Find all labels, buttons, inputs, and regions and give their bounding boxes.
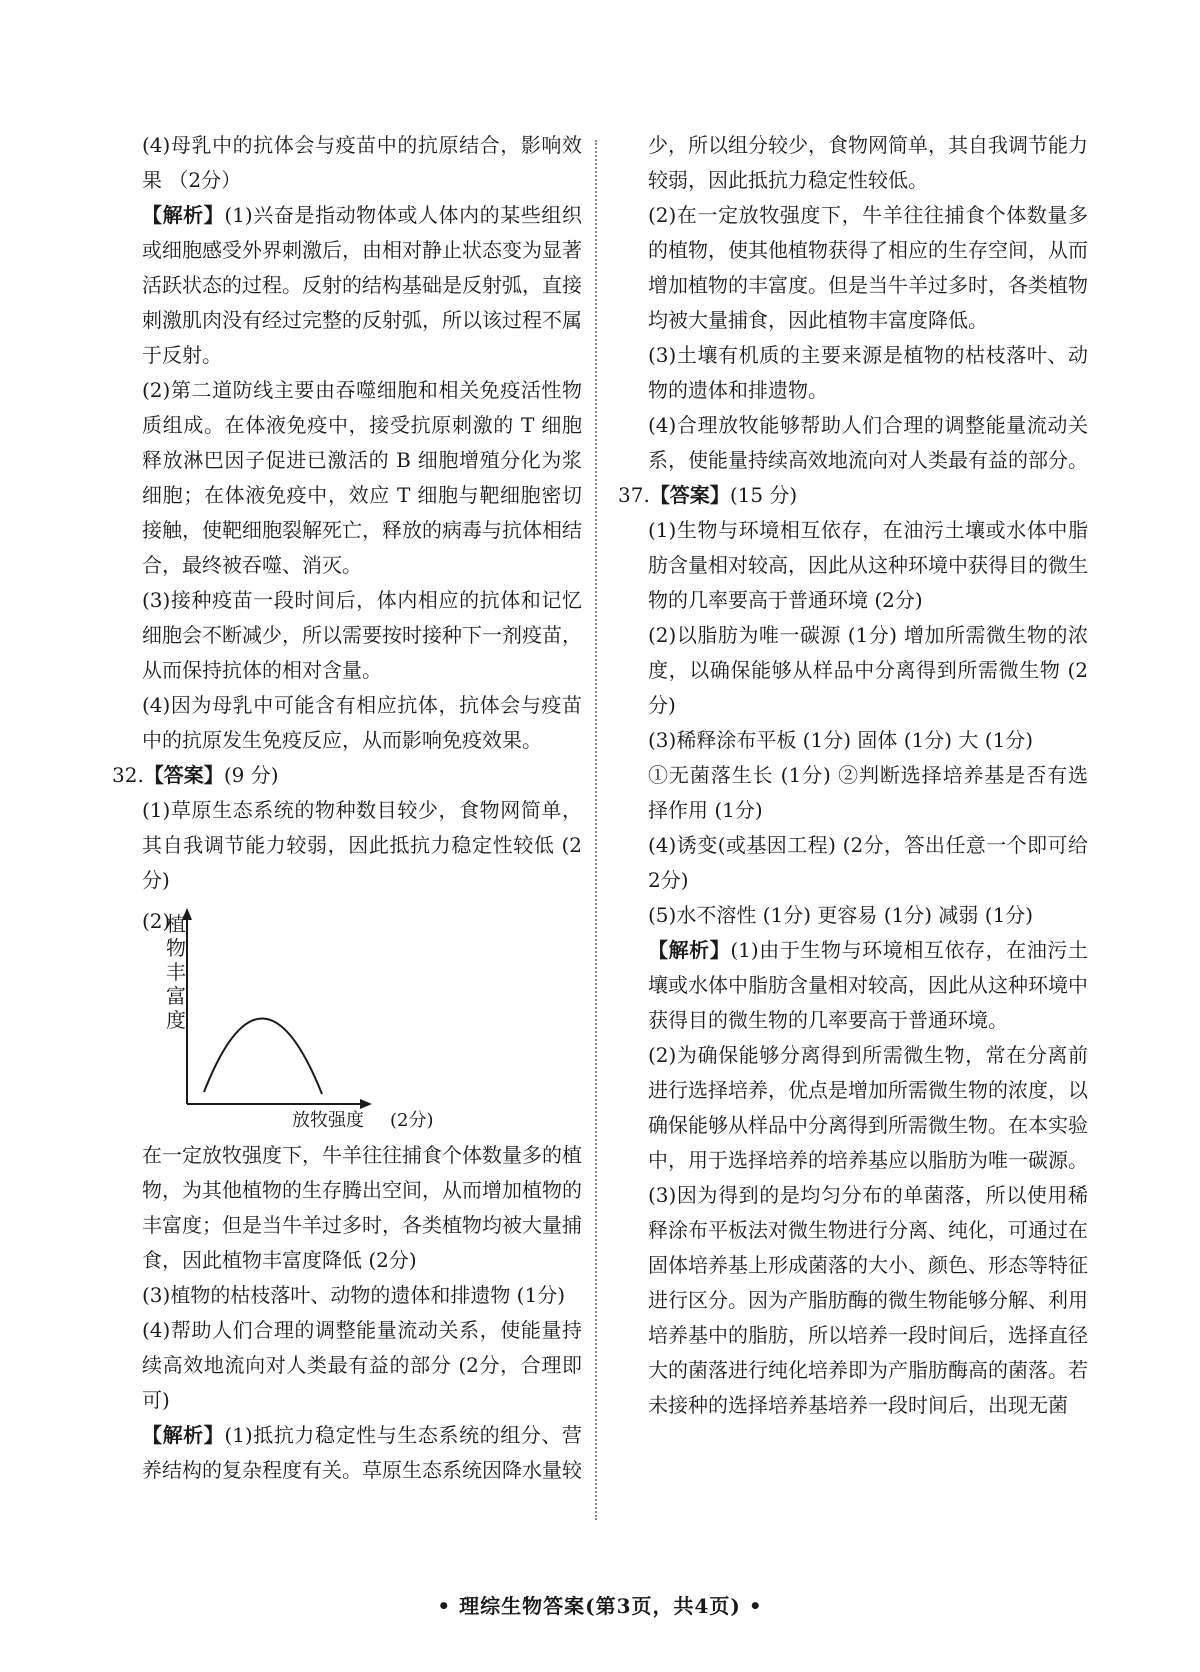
richness-curve	[204, 1018, 322, 1094]
question-score: (15 分)	[729, 483, 798, 507]
x-axis-label: 放牧强度	[292, 1110, 364, 1131]
column-divider	[595, 140, 597, 1520]
analysis-tag: 【解析】	[142, 203, 225, 227]
answer-paragraph: (3)稀释涂布平板 (1分) 固体 (1分) 大 (1分)	[648, 728, 1034, 752]
y-axis-label: 植物丰富度	[166, 912, 186, 1032]
answer-paragraph: 在一定放牧强度下，牛羊往往捕食个体数量多的植物，为其他植物的生存腾出空间，从而增加植物的丰富度；但是当牛羊过多时，各类植物均被大量捕食，因此植物丰富度降低 (2分)	[142, 1143, 582, 1272]
question-number: 37.	[618, 483, 650, 507]
answer-paragraph: (3)植物的枯枝落叶、动物的遗体和排遗物 (1分)	[142, 1283, 566, 1307]
analysis-paragraph: (2)第二道防线主要由吞噬细胞和相关免疫活性物质组成。在体液免疫中，接受抗原刺激的 T 细胞释放淋巴因子促进已激活的 B 细胞增殖分化为浆细胞；在体液免疫中，效应 T 细胞与靶细胞密切接触，使靶细胞裂解死亡，释放的病毒与抗体相结合，最终被吞噬、消灭。	[142, 378, 582, 577]
answer-paragraph: (5)水不溶性 (1分) 更容易 (1分) 减弱 (1分)	[648, 903, 1034, 927]
left-column	[112, 128, 582, 1488]
analysis-paragraph: (3)因为得到的是均匀分布的单菌落，所以使用稀释涂布平板法对微生物进行分离、纯化，可通过在固体培养基上形成菌落的大小、颜色、形态等特征进行区分。因为产脂肪酶的微生物能够分解、利用培养基中的脂肪，所以培养一段时间后，选择直径大的菌落进行纯化培养即为产脂肪酶高的菌落。若未接种的选择培养基培养一段时间后，出现无菌	[648, 1183, 1088, 1417]
answer-paragraph: (1)草原生态系统的物种数目较少，食物网简单，其自我调节能力较弱，因此抵抗力稳定性较低 (2分)	[142, 798, 582, 892]
answer-paragraph: (4)母乳中的抗体会与疫苗中的抗原结合，影响效果 （2分）	[142, 133, 582, 192]
question-number: 32.	[112, 763, 144, 787]
right-column	[618, 128, 1088, 1423]
answer-paragraph: (4)诱变(或基因工程) (2分，答出任意一个即可给2分)	[648, 833, 1088, 892]
analysis-paragraph	[142, 198, 582, 373]
answer-tag: 【答案】	[143, 763, 224, 787]
answer-paragraph: (2)以脂肪为唯一碳源 (1分) 增加所需微生物的浓度，以确保能够从样品中分离得到所需微生物 (2分)	[648, 623, 1088, 717]
analysis-paragraph: 少，所以组分较少，食物网简单，其自我调节能力较弱，因此抵抗力稳定性较低。	[648, 133, 1088, 192]
question-heading	[112, 758, 582, 793]
analysis-paragraph: (3)土壤有机质的主要来源是植物的枯枝落叶、动物的遗体和排遗物。	[648, 343, 1088, 402]
answer-tag: 【答案】	[649, 483, 730, 507]
analysis-paragraph	[142, 1418, 582, 1488]
answer-paragraph: ①无菌落生长 (1分) ②判断选择培养基是否有选择作用 (1分)	[648, 763, 1088, 822]
page-footer: • 理综生物答案(第3页，共4页) •	[437, 1594, 763, 1618]
analysis-text: (1)由于生物与环境相互依存，在油污土壤或水体中脂肪含量相对较高，因此从这种环境中获得目的微生物的几率要高于普通环境。	[648, 938, 1088, 1032]
analysis-paragraph: (4)因为母乳中可能含有相应抗体，抗体会与疫苗中的抗原发生免疫反应，从而影响免疫效果。	[142, 693, 582, 752]
analysis-text: (1)抵抗力稳定性与生态系统的组分、营养结构的复杂程度有关。草原生态系统因降水量较	[142, 1423, 582, 1482]
analysis-text: (1)兴奋是指动物体或人体内的某些组织或细胞感受外界刺激后，由相对静止状态变为显著活跃状态的过程。反射的结构基础是反射弧，直接刺激肌肉没有经过完整的反射弧，所以该过程不属于反射。	[142, 203, 582, 367]
answer-paragraph: (4)帮助人们合理的调整能量流动关系，使能量持续高效地流向对人类最有益的部分 (2分，合理即可)	[142, 1318, 582, 1412]
answer-prefix: (2)	[142, 909, 171, 933]
analysis-paragraph	[648, 933, 1088, 1038]
analysis-paragraph: (2)在一定放牧强度下，牛羊往往捕食个体数量多的植物，使其他植物获得了相应的生存空间，从而增加植物的丰富度。但是当牛羊过多时，各类植物均被大量捕食，因此植物丰富度降低。	[648, 203, 1088, 332]
question-score: (9 分)	[223, 763, 279, 787]
graph-score: (2分)	[390, 1110, 434, 1131]
analysis-tag: 【解析】	[142, 1423, 225, 1447]
grazing-richness-graph	[142, 904, 582, 1134]
analysis-paragraph: (4)合理放牧能够帮助人们合理的调整能量流动关系，使能量持续高效地流向对人类最有益的部分。	[648, 413, 1088, 472]
analysis-paragraph: (2)为确保能够分离得到所需微生物，常在分离前进行选择培养，优点是增加所需微生物的浓度，以确保能够从样品中分离得到所需微生物。在本实验中，用于选择培养的培养基应以脂肪为唯一碳源。	[648, 1043, 1088, 1172]
question-heading	[618, 478, 1088, 513]
analysis-paragraph: (3)接种疫苗一段时间后，体内相应的抗体和记忆细胞会不断减少，所以需要按时接种下一剂疫苗，从而保持抗体的相对含量。	[142, 588, 582, 682]
answer-paragraph: (1)生物与环境相互依存，在油污土壤或水体中脂肪含量相对较高，因此从这种环境中获得目的微生物的几率要高于普通环境 (2分)	[648, 518, 1088, 612]
analysis-tag: 【解析】	[648, 938, 731, 962]
